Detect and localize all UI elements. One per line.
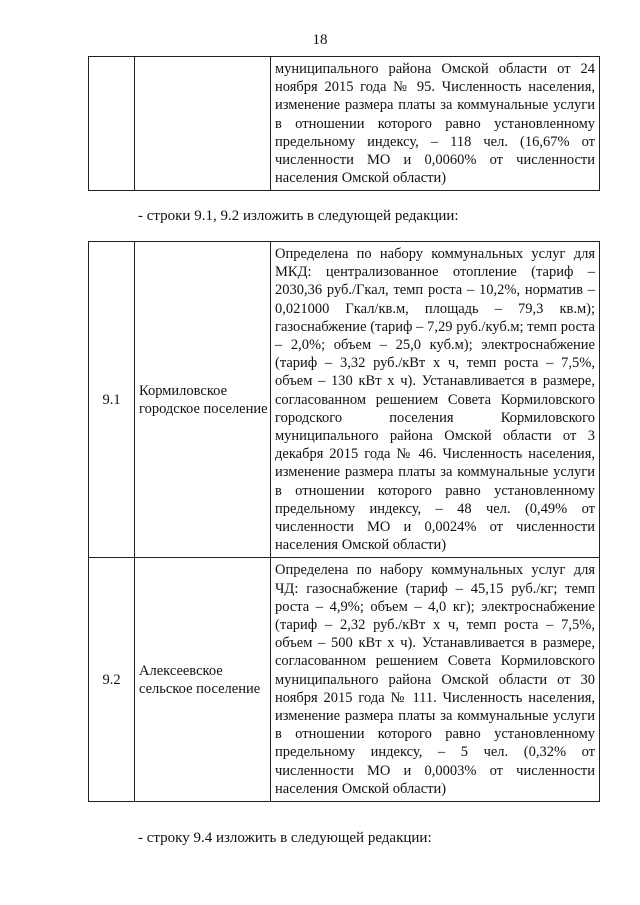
- settlement-name: Алексеевское сельское поселение: [135, 558, 271, 802]
- instruction-row-9-4: - строку 9.4 изложить в следующей редакции:: [138, 830, 432, 846]
- row-description: муниципального района Омской области от 24 ноября 2015 года № 95. Численность населения, изменение размера платы за коммунальные услуги в отношении которого равно установленному предельному индексу, – 118 чел. (16,67% от численности МО и 0,0060% от численности населения Омской области): [271, 57, 600, 191]
- row-number: 9.2: [89, 558, 135, 802]
- row-number: 9.1: [89, 242, 135, 558]
- table-row: [89, 242, 600, 558]
- continuation-table: [88, 56, 600, 191]
- instruction-rows-9-1-9-2: - строки 9.1, 9.2 изложить в следующей редакции:: [138, 208, 459, 224]
- row-number: [89, 57, 135, 191]
- row-description: Определена по набору коммунальных услуг для ЧД: газоснабжение (тариф – 45,15 руб./кг; темп роста – 4,9%; объем – 4,0 кг); электроснабжение (тариф – 2,32 руб./кВт х ч, темп роста – 7,5%, объем – 500 кВт х ч). Устанавливается в размере, согласованном решением Совета Кормиловского муниципального района Омской области от 30 ноября 2015 года № 111. Численность населения, изменение размера платы за коммунальные услуги в отношении которого равно установленному предельному индексу, – 5 чел. (0,32% от численности МО и 0,0003% от численности населения Омской области): [271, 558, 600, 802]
- page-number: 18: [312, 32, 328, 48]
- settlement-name: [135, 57, 271, 191]
- table-row: [89, 57, 600, 191]
- amendment-table: [88, 241, 600, 802]
- row-description: Определена по набору коммунальных услуг для МКД: централизованное отопление (тариф – 2030,36 руб./Гкал, темп роста – 10,2%, норматив – 0,021000 Гкал/кв.м, площадь – 79,3 кв.м); газоснабжение (тариф – 7,29 руб./куб.м; темп роста – 2,0%; объем – 25,0 куб.м); электроснабжение (тариф – 3,32 руб./кВт х ч, темп роста – 7,5%, объем – 130 кВт х ч). Устанавливается в размере, согласованном решением Совета Кормиловского городского поселения Кормиловского муниципального района Омской области от 3 декабря 2015 года № 46. Численность населения, изменение размера платы за коммунальные услуги в отношении которого равно установленному предельному индексу, – 48 чел. (0,49% от численности МО и 0,0024% от численности населения Омской области): [271, 242, 600, 558]
- table-row: [89, 558, 600, 802]
- settlement-name: Кормиловское городское поселение: [135, 242, 271, 558]
